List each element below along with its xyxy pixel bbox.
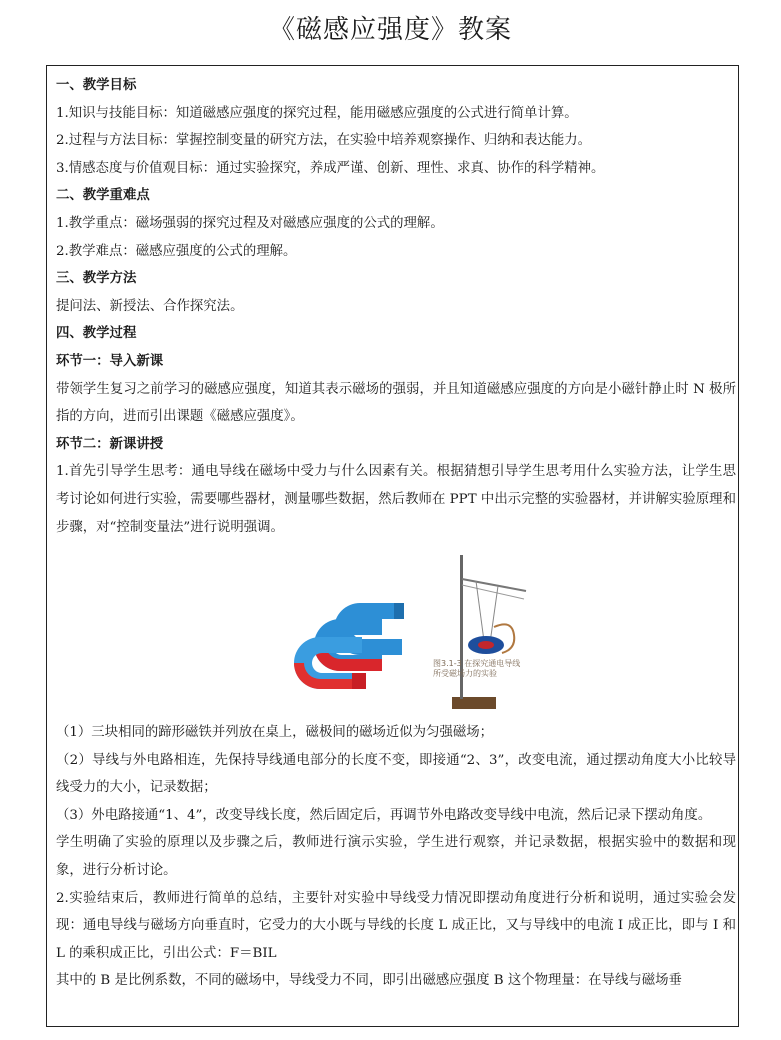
stand-base bbox=[452, 697, 496, 709]
experiment-apparatus-illustration bbox=[386, 549, 536, 719]
demo-paragraph: 学生明确了实验的原理以及步骤之后，教师进行演示实验，学生进行观察，并记录数据，根据实验中的数据和现象，进行分析讨论。 bbox=[56, 835, 736, 879]
key-point-item: 2.教学难点：磁感应强度的公式的理解。 bbox=[56, 243, 297, 259]
section-title-key-points: 二、教学重难点 bbox=[56, 187, 150, 204]
summary-paragraph: 2.实验结束后，教师进行简单的总结，主要针对实验中导线受力情况即摆动角度进行分析和说明，通过实验会发现：通电导线与磁场方向垂直时，它受力的大小既与导线的长度 L 成正比，又与导线中的电流 I 成正比，即与 I 和 L 的乘积成正比，引出公式：F＝BIL bbox=[56, 890, 736, 961]
link1-title: 环节一：导入新课 bbox=[56, 352, 164, 369]
step-3: （3）外电路接通“1、4”，改变导线长度，然后固定后，再调节外电路改变导线中电流，然后记录下摆动角度。 bbox=[56, 807, 712, 823]
section-title-objectives: 一、教学目标 bbox=[56, 77, 137, 93]
objective-item: 3.情感态度与价值观目标：通过实验探究，养成严谨、创新、理性、求真、协作的科学精神。 bbox=[56, 160, 605, 176]
document-title: 《磁感应强度》教案 bbox=[268, 15, 512, 45]
methods-text: 提问法、新授法、合作探究法。 bbox=[56, 298, 244, 314]
step-1: （1）三块相同的蹄形磁铁并列放在桌上，磁极间的磁场近似为匀强磁场； bbox=[56, 725, 494, 741]
key-point-item: 1.教学重点：磁场强弱的探究过程及对磁感应强度的公式的理解。 bbox=[56, 215, 444, 231]
section-title-process: 四、教学过程 bbox=[56, 325, 137, 342]
experiment-figure bbox=[56, 541, 736, 719]
step-2: （2）导线与外电路相连，先保持导线通电部分的长度不变，即接通“2、3”，改变电流，通过摆动角度大小比较导线受力的大小，记录数据； bbox=[56, 752, 736, 796]
lesson-plan-body bbox=[56, 72, 736, 995]
figure-caption: 图3.1-3 在探究通电导线 所受磁场力的实验 bbox=[433, 659, 521, 679]
definition-paragraph: 其中的 B 是比例系数，不同的磁场中，导线受力不同，即引出磁感应强度 B 这个物理量：在导线与磁场垂 bbox=[56, 973, 682, 989]
link1-text: 带领学生复习之前学习的磁感应强度，知道其表示磁场的强弱，并且知道磁感应强度的方向是小磁针静止时 N 极所指的方向，进而引出课题《磁感应强度》。 bbox=[56, 381, 736, 425]
content-frame bbox=[46, 65, 739, 1027]
link2-paragraph-1: 1.首先引导学生思考：通电导线在磁场中受力与什么因素有关。根据猜想引导学生思考用什么实验方法，让学生思考讨论如何进行实验，需要哪些器材，测量哪些数据，然后教师在 PPT 中出示完整的实验器材，并讲解实验原理和步骤，对“控制变量法”进行说明强调。 bbox=[56, 464, 736, 535]
link2-title: 环节二：新课讲授 bbox=[56, 435, 164, 452]
objective-item: 2.过程与方法目标：掌握控制变量的研究方法，在实验中培养观察操作、归纳和表达能力。 bbox=[56, 133, 592, 149]
section-title-methods: 三、教学方法 bbox=[56, 270, 137, 287]
objective-item: 1.知识与技能目标：知道磁感应强度的探究过程，能用磁感应强度的公式进行简单计算。 bbox=[56, 105, 578, 121]
